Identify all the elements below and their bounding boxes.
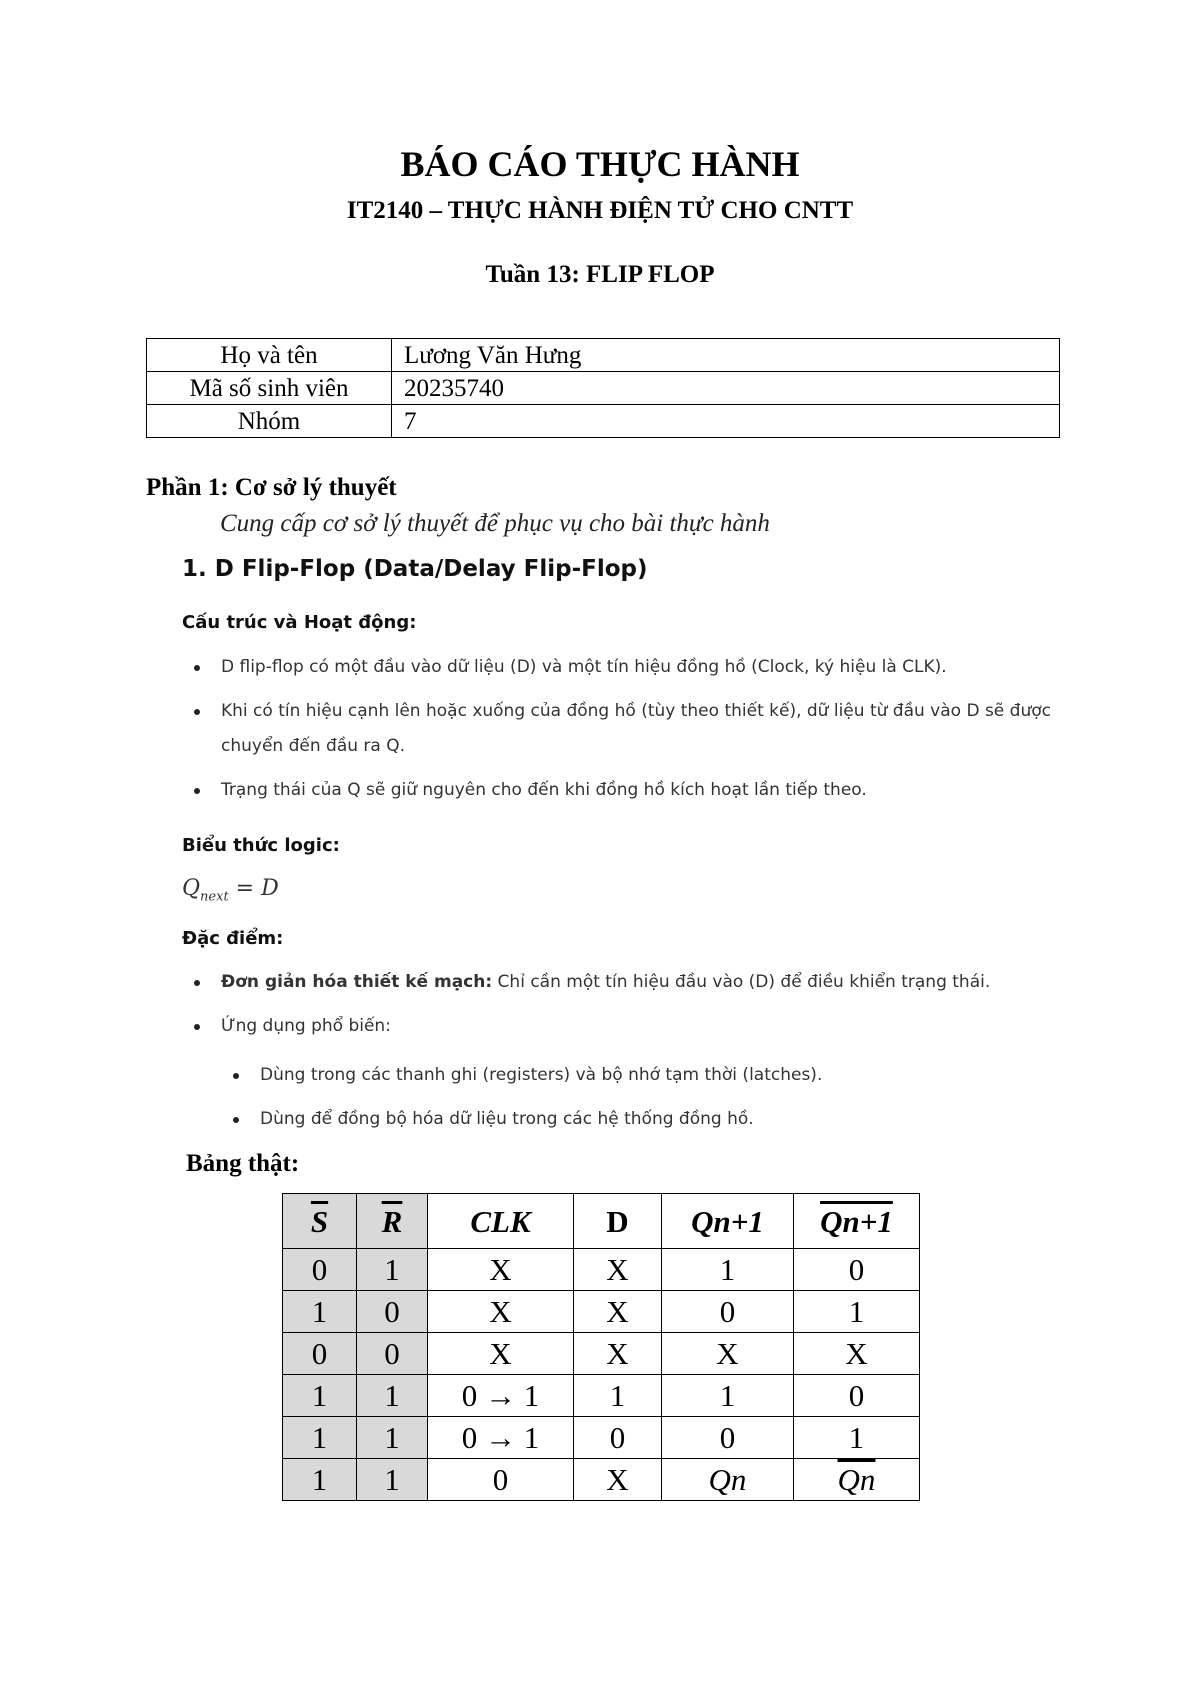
header-s: $\overline{S}$ <box>283 1194 357 1249</box>
bullet-item: D flip-flop có một đầu vào dữ liệu (D) và một tín hiệu đồng hồ (Clock, ký hiệu là CLK). <box>221 657 947 677</box>
part1-heading: Phần 1: Cơ sở lý thuyết <box>146 474 397 501</box>
cell: 0 <box>662 1417 794 1459</box>
feature-text: Chỉ cần một tín hiệu đầu vào (D) để điều khiển trạng thái. <box>492 972 991 992</box>
cell: X <box>428 1249 574 1291</box>
info-label: Nhóm <box>147 405 392 438</box>
header-r: $\overline{R}$ <box>357 1194 428 1249</box>
feature-bold: Đơn giản hóa thiết kế mạch: <box>221 972 493 992</box>
table-row <box>283 1249 920 1291</box>
formula-rhs: = D <box>228 876 279 901</box>
header-clk: CLK <box>428 1194 574 1249</box>
cell: X <box>794 1333 920 1375</box>
cell: 1 <box>357 1417 428 1459</box>
info-value: Lương Văn Hưng <box>392 339 1060 372</box>
cell: 1 <box>662 1375 794 1417</box>
student-info-table <box>146 338 1060 438</box>
cell: X <box>428 1333 574 1375</box>
cell: 0 <box>574 1417 662 1459</box>
info-label: Mã số sinh viên <box>147 372 392 405</box>
bullet-item <box>221 965 1051 1000</box>
bullet-item: Trạng thái của Q sẽ giữ nguyên cho đến khi đồng hồ kích hoạt lần tiếp theo. <box>221 780 867 800</box>
table-row <box>283 1417 920 1459</box>
table-row <box>147 372 1060 405</box>
info-value: 7 <box>392 405 1060 438</box>
cell: Qn <box>662 1459 794 1501</box>
cell: 0 → 1 <box>428 1375 574 1417</box>
report-title: BÁO CÁO THỰC HÀNH <box>400 144 800 184</box>
table-row <box>283 1459 920 1501</box>
cell: 0 <box>283 1333 357 1375</box>
bullet-item: Khi có tín hiệu cạnh lên hoặc xuống của đồng hồ (tùy theo thiết kế), dữ liệu từ đầu vào D sẽ được chuyển đến đầu ra Q. <box>221 701 1051 756</box>
cell: 1 <box>357 1459 428 1501</box>
cell: 1 <box>794 1291 920 1333</box>
cell: 1 <box>357 1249 428 1291</box>
cell: 0 <box>662 1291 794 1333</box>
bullet-dot <box>194 980 200 986</box>
cell: 0 <box>428 1459 574 1501</box>
bullet-dot <box>194 1024 200 1030</box>
bullet-dot <box>194 665 200 671</box>
cell: 0 <box>357 1333 428 1375</box>
sub-bullet-item: Dùng để đồng bộ hóa dữ liệu trong các hệ thống đồng hồ. <box>260 1109 754 1129</box>
logic-formula <box>182 876 279 904</box>
cell: X <box>574 1291 662 1333</box>
bullet-item: Ứng dụng phổ biến: <box>221 1016 391 1036</box>
structure-heading: Cấu trúc và Hoạt động: <box>182 612 417 633</box>
table-row <box>147 405 1060 438</box>
course-title: IT2140 – THỰC HÀNH ĐIỆN TỬ CHO CNTT <box>346 197 854 224</box>
cell: X <box>574 1333 662 1375</box>
bullet-dot <box>194 709 200 715</box>
header-q-next-bar: Qn+1 <box>794 1194 920 1249</box>
section-title: 1. D Flip-Flop (Data/Delay Flip-Flop) <box>182 556 648 582</box>
cell: 1 <box>283 1417 357 1459</box>
table-row <box>283 1333 920 1375</box>
cell: 1 <box>662 1249 794 1291</box>
cell: 1 <box>357 1375 428 1417</box>
info-label: Họ và tên <box>147 339 392 372</box>
table-header-row <box>283 1194 920 1249</box>
cell: 0 <box>794 1375 920 1417</box>
truth-table <box>282 1193 920 1501</box>
week-title: Tuần 13: FLIP FLOP <box>485 261 715 288</box>
features-heading: Đặc điểm: <box>182 928 284 949</box>
cell: 1 <box>283 1291 357 1333</box>
cell: X <box>662 1333 794 1375</box>
cell: X <box>574 1459 662 1501</box>
table-row <box>283 1375 920 1417</box>
formula-subscript: next <box>200 889 229 905</box>
part1-description: Cung cấp cơ sở lý thuyết để phục vụ cho bài thực hành <box>220 510 770 537</box>
cell: 1 <box>574 1375 662 1417</box>
header-q-next: Qn+1 <box>662 1194 794 1249</box>
sub-bullet-item: Dùng trong các thanh ghi (registers) và bộ nhớ tạm thời (latches). <box>260 1065 823 1085</box>
header-d: D <box>574 1194 662 1249</box>
cell: 0 <box>357 1291 428 1333</box>
info-value: 20235740 <box>392 372 1060 405</box>
cell: 1 <box>794 1417 920 1459</box>
bullet-dot <box>194 788 200 794</box>
bullet-dot <box>233 1117 239 1123</box>
bullet-dot <box>233 1073 239 1079</box>
cell: X <box>574 1249 662 1291</box>
cell: 0 <box>283 1249 357 1291</box>
cell: 0 → 1 <box>428 1417 574 1459</box>
cell: X <box>428 1291 574 1333</box>
formula-q: Q <box>182 876 201 901</box>
truth-table-label: Bảng thật: <box>186 1150 300 1177</box>
cell: 0 <box>794 1249 920 1291</box>
logic-heading: Biểu thức logic: <box>182 835 340 856</box>
table-row <box>283 1291 920 1333</box>
cell: 1 <box>283 1375 357 1417</box>
cell: 1 <box>283 1459 357 1501</box>
cell: $\overline{Qn}$ <box>794 1459 920 1501</box>
table-row <box>147 339 1060 372</box>
